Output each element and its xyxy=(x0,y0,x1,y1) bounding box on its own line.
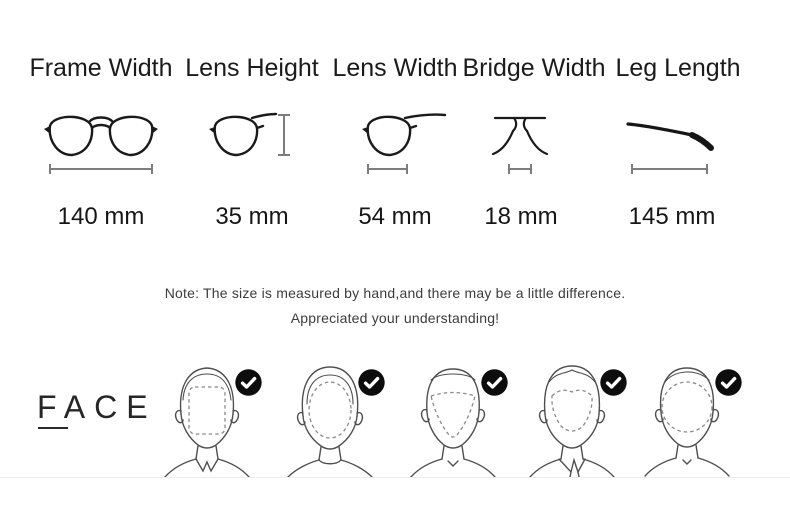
measurement-lens-height xyxy=(177,55,327,231)
note-line-1: Note: The size is measured by hand,and there may be a little difference. xyxy=(164,285,626,301)
measurement-value: 140 mm xyxy=(57,203,145,230)
face-round xyxy=(632,360,742,477)
measurement-value: 35 mm xyxy=(215,203,289,230)
bridge-width-icon xyxy=(459,101,609,191)
measurement-value: 54 mm xyxy=(358,203,432,230)
check-icon xyxy=(481,369,508,396)
measurement-value: 18 mm xyxy=(484,203,558,230)
face-square xyxy=(152,360,262,477)
check-badge xyxy=(358,369,385,396)
measurement-label: Leg Length xyxy=(615,54,741,82)
measurement-value: 145 mm xyxy=(628,203,716,230)
face-heart xyxy=(517,360,627,477)
check-badge xyxy=(235,369,262,396)
measurement-label: Lens Height xyxy=(185,54,319,82)
face-oval xyxy=(275,360,385,477)
check-badge xyxy=(715,369,742,396)
measurement-label: Bridge Width xyxy=(462,54,606,82)
frame-width-glasses-icon xyxy=(26,101,176,191)
check-icon xyxy=(715,369,742,396)
measurement-label: Lens Width xyxy=(332,54,458,82)
measurement-bridge-width xyxy=(459,55,609,231)
lens-width-icon xyxy=(320,101,470,191)
face-section-heading: FACE xyxy=(37,389,157,425)
bottom-divider-line xyxy=(0,477,790,478)
note-line-2: Appreciated your understanding! xyxy=(290,310,500,326)
check-badge xyxy=(600,369,627,396)
size-note xyxy=(0,281,790,331)
measurement-frame-width xyxy=(26,55,176,231)
check-icon xyxy=(235,369,262,396)
face-triangle xyxy=(398,360,508,477)
measurement-leg-length xyxy=(603,55,753,231)
measurement-label: Frame Width xyxy=(29,54,173,82)
face-heading-underline xyxy=(38,427,68,429)
check-icon xyxy=(600,369,627,396)
check-badge xyxy=(481,369,508,396)
leg-length-temple-icon xyxy=(603,101,753,191)
lens-height-icon xyxy=(177,101,327,191)
check-icon xyxy=(358,369,385,396)
